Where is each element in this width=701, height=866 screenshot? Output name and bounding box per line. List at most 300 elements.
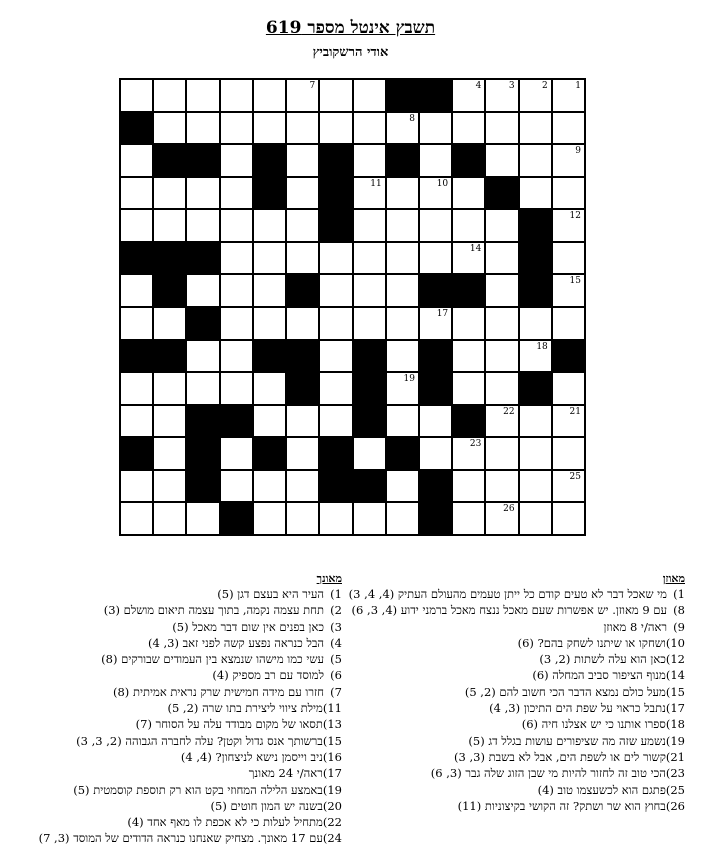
white-cell[interactable] <box>153 79 186 112</box>
black-cell <box>452 274 485 307</box>
white-cell[interactable] <box>452 177 485 210</box>
clue-number: 19) <box>665 733 685 748</box>
black-cell <box>153 340 186 373</box>
white-cell[interactable] <box>386 470 419 503</box>
white-cell[interactable] <box>153 502 186 535</box>
clue-item <box>10 830 342 846</box>
black-cell <box>386 79 419 112</box>
black-cell <box>153 274 186 307</box>
white-cell[interactable] <box>120 405 153 438</box>
white-cell[interactable] <box>153 209 186 242</box>
white-cell[interactable] <box>419 209 452 242</box>
white-cell[interactable] <box>419 112 452 145</box>
white-cell[interactable] <box>419 144 452 177</box>
clue-text: כאן הוא עלה לשתות (2, 3) <box>539 652 666 667</box>
clue-item <box>10 798 342 814</box>
white-cell[interactable] <box>286 470 319 503</box>
clue-text: עם 17 מאונך. מצחיק שאנחנו כנראה הדודים של המוסד (3, 7) <box>38 831 323 846</box>
white-cell[interactable] <box>286 112 319 145</box>
clue-number: 4) <box>330 635 342 650</box>
black-cell <box>319 209 352 242</box>
white-cell[interactable] <box>386 502 419 535</box>
clue-number: 1) <box>330 587 342 601</box>
clue-text: קשור לים או לשפת הים, אבל לא בשבת (3, 3) <box>453 749 666 764</box>
clue-item <box>350 635 685 651</box>
white-cell[interactable] <box>153 470 186 503</box>
clue-item <box>350 749 685 765</box>
black-cell <box>353 470 386 503</box>
black-cell <box>186 307 219 340</box>
clue-number: 7) <box>330 684 342 699</box>
white-cell[interactable] <box>552 405 585 438</box>
white-cell[interactable] <box>552 502 585 535</box>
cell-number: 22 <box>503 406 515 417</box>
cell-number: 26 <box>503 504 515 515</box>
cell-number: 17 <box>436 309 449 319</box>
clue-text: מנוף הציפור סביב המחלה (6) <box>532 668 666 683</box>
white-cell[interactable] <box>485 502 518 535</box>
clue-number: 26) <box>665 798 685 813</box>
white-cell[interactable] <box>353 242 386 275</box>
white-cell[interactable] <box>452 79 485 112</box>
white-cell[interactable] <box>452 470 485 503</box>
white-cell[interactable] <box>220 372 253 405</box>
white-cell[interactable] <box>519 405 552 438</box>
clue-text: פתגם הוא לכשעצמו טוב (4) <box>537 782 666 797</box>
white-cell[interactable] <box>552 242 585 275</box>
white-cell[interactable] <box>419 242 452 275</box>
black-cell <box>286 372 319 405</box>
black-cell <box>253 144 286 177</box>
black-cell <box>419 470 452 503</box>
white-cell[interactable] <box>452 307 485 340</box>
clue-item <box>10 684 342 700</box>
cell-number: 19 <box>403 374 415 385</box>
white-cell[interactable] <box>120 372 153 405</box>
black-cell <box>319 177 352 210</box>
white-cell[interactable] <box>552 177 585 210</box>
white-cell[interactable] <box>120 209 153 242</box>
white-cell[interactable] <box>353 209 386 242</box>
white-cell[interactable] <box>220 79 253 112</box>
black-cell <box>186 437 219 470</box>
black-cell <box>452 144 485 177</box>
white-cell[interactable] <box>253 242 286 275</box>
clue-text: נשמע שזה מה שציפורים עושות בגלל דג (5) <box>468 733 666 748</box>
white-cell[interactable] <box>452 209 485 242</box>
white-cell[interactable] <box>485 274 518 307</box>
black-cell <box>186 144 219 177</box>
white-cell[interactable] <box>220 242 253 275</box>
white-cell[interactable] <box>386 274 419 307</box>
clue-number: 15) <box>322 733 342 748</box>
clue-item <box>350 651 685 667</box>
white-cell[interactable] <box>386 307 419 340</box>
white-cell[interactable] <box>153 405 186 438</box>
white-cell[interactable] <box>253 307 286 340</box>
white-cell[interactable] <box>319 502 352 535</box>
white-cell[interactable] <box>220 437 253 470</box>
black-cell <box>519 372 552 405</box>
white-cell[interactable] <box>319 372 352 405</box>
crossword-grid <box>119 78 586 536</box>
cell-number: 25 <box>569 471 581 482</box>
white-cell[interactable] <box>386 340 419 373</box>
clue-text: מתחיל לעלות כי לא אכפת לו מאף אחד (4) <box>127 815 323 830</box>
white-cell[interactable] <box>552 470 585 503</box>
white-cell[interactable] <box>153 372 186 405</box>
white-cell[interactable] <box>286 177 319 210</box>
white-cell[interactable] <box>353 144 386 177</box>
black-cell <box>319 144 352 177</box>
clue-item <box>10 782 342 798</box>
white-cell[interactable] <box>452 242 485 275</box>
black-cell <box>253 340 286 373</box>
white-cell[interactable] <box>319 405 352 438</box>
clue-item <box>10 651 342 667</box>
white-cell[interactable] <box>253 112 286 145</box>
black-cell <box>419 502 452 535</box>
black-cell <box>153 242 186 275</box>
white-cell[interactable] <box>286 144 319 177</box>
clue-text: כאן בפנים אין שום דבר מאכל (5) <box>172 619 324 634</box>
white-cell[interactable] <box>519 79 552 112</box>
white-cell[interactable] <box>452 112 485 145</box>
white-cell[interactable] <box>220 274 253 307</box>
white-cell[interactable] <box>552 209 585 242</box>
clue-number: 1) <box>673 587 685 601</box>
cell-number: 6 <box>409 81 415 91</box>
white-cell[interactable] <box>286 437 319 470</box>
white-cell[interactable] <box>386 405 419 438</box>
cell-number: 21 <box>569 406 581 417</box>
cell-number: 20 <box>303 374 316 385</box>
black-cell <box>519 274 552 307</box>
white-cell[interactable] <box>186 274 219 307</box>
clue-item <box>10 733 342 749</box>
black-cell <box>153 144 186 177</box>
white-cell[interactable] <box>485 79 518 112</box>
cell-number: 11 <box>370 178 382 189</box>
white-cell[interactable] <box>120 79 153 112</box>
cell-number: 5 <box>442 81 449 91</box>
clue-item <box>10 765 342 781</box>
white-cell[interactable] <box>253 79 286 112</box>
clue-item <box>350 700 685 716</box>
clue-item <box>350 782 685 798</box>
white-cell[interactable] <box>353 502 386 535</box>
white-cell[interactable] <box>186 372 219 405</box>
white-cell[interactable] <box>519 307 552 340</box>
clue-item <box>10 700 342 716</box>
cell-number: 10 <box>436 178 449 189</box>
clue-number: 9) <box>673 619 685 634</box>
clue-number: 12) <box>665 652 685 667</box>
clue-item <box>350 602 685 618</box>
white-cell[interactable] <box>220 144 253 177</box>
white-cell[interactable] <box>353 274 386 307</box>
white-cell[interactable] <box>353 307 386 340</box>
white-cell[interactable] <box>353 437 386 470</box>
across-clues <box>350 572 685 814</box>
white-cell[interactable] <box>319 79 352 112</box>
clue-item <box>10 814 342 830</box>
white-cell[interactable] <box>519 340 552 373</box>
clue-number: 15) <box>665 684 685 699</box>
white-cell[interactable] <box>419 177 452 210</box>
white-cell[interactable] <box>286 502 319 535</box>
white-cell[interactable] <box>220 307 253 340</box>
white-cell[interactable] <box>386 112 419 145</box>
puzzle-author: אודי הרשקוביץ <box>312 45 389 60</box>
clue-text: למוסד עם רב מספיק (4) <box>212 668 324 683</box>
clue-item <box>350 586 685 602</box>
clue-number: 23) <box>665 766 685 781</box>
white-cell[interactable] <box>485 470 518 503</box>
white-cell[interactable] <box>120 502 153 535</box>
black-cell <box>419 274 452 307</box>
white-cell[interactable] <box>253 405 286 438</box>
cell-number: 12 <box>569 211 581 222</box>
white-cell[interactable] <box>319 242 352 275</box>
white-cell[interactable] <box>485 242 518 275</box>
black-cell <box>286 340 319 373</box>
cell-number: 18 <box>536 341 548 352</box>
white-cell[interactable] <box>319 307 352 340</box>
puzzle-title: תשבץ אינטל מספר 619 <box>265 18 436 38</box>
white-cell[interactable] <box>519 177 552 210</box>
clue-item <box>10 716 342 732</box>
clue-number: 14) <box>665 668 685 683</box>
clue-number: 17) <box>665 701 685 716</box>
white-cell[interactable] <box>120 144 153 177</box>
white-cell[interactable] <box>552 372 585 405</box>
black-cell <box>519 209 552 242</box>
white-cell[interactable] <box>120 470 153 503</box>
clue-text: ראה/י 8 מאוזן <box>603 619 667 634</box>
clue-item <box>10 602 342 618</box>
white-cell[interactable] <box>253 274 286 307</box>
white-cell[interactable] <box>319 274 352 307</box>
white-cell[interactable] <box>485 372 518 405</box>
white-cell[interactable] <box>186 340 219 373</box>
white-cell[interactable] <box>452 372 485 405</box>
cell-number: 15 <box>569 276 581 287</box>
cell-number: 23 <box>469 439 482 450</box>
white-cell[interactable] <box>186 502 219 535</box>
white-cell[interactable] <box>353 112 386 145</box>
white-cell[interactable] <box>220 209 253 242</box>
white-cell[interactable] <box>485 209 518 242</box>
white-cell[interactable] <box>485 437 518 470</box>
cell-number: 16 <box>469 276 482 287</box>
white-cell[interactable] <box>552 274 585 307</box>
white-cell[interactable] <box>286 307 319 340</box>
white-cell[interactable] <box>220 112 253 145</box>
clue-number: 2) <box>330 603 342 618</box>
white-cell[interactable] <box>253 470 286 503</box>
white-cell[interactable] <box>186 209 219 242</box>
white-cell[interactable] <box>153 112 186 145</box>
white-cell[interactable] <box>419 307 452 340</box>
black-cell <box>186 405 219 438</box>
clue-number: 25) <box>665 782 685 797</box>
clue-number: 13) <box>322 717 342 732</box>
clue-number: 16) <box>322 749 342 764</box>
white-cell[interactable] <box>153 437 186 470</box>
cell-number: 8 <box>409 113 415 124</box>
white-cell[interactable] <box>286 242 319 275</box>
cell-number: 14 <box>469 243 482 254</box>
clue-text: נתבל כראוי על שפת הים התיכון (3, 4) <box>489 701 666 716</box>
white-cell[interactable] <box>552 79 585 112</box>
white-cell[interactable] <box>485 112 518 145</box>
white-cell[interactable] <box>286 209 319 242</box>
white-cell[interactable] <box>452 340 485 373</box>
cell-number: 1 <box>575 81 581 91</box>
white-cell[interactable] <box>319 112 352 145</box>
white-cell[interactable] <box>186 79 219 112</box>
clue-text: ברשותך אנס גדול וקטן? עלה לחברה הגבוהה (2, 3, 3) <box>76 733 323 748</box>
clue-text: עם 9 מאוזן. יש אפשרות שעם מאכל ננצח מאכל ברמני ידוע (4, 3, 6) <box>351 603 667 618</box>
black-cell <box>353 405 386 438</box>
white-cell[interactable] <box>552 307 585 340</box>
clue-item <box>350 667 685 683</box>
clue-text: ניב וייסמן נישא לניצחון? (4, 4) <box>180 749 323 764</box>
white-cell[interactable] <box>485 144 518 177</box>
white-cell[interactable] <box>120 274 153 307</box>
cell-number: 9 <box>575 146 581 157</box>
clue-number: 10) <box>665 635 685 650</box>
black-cell <box>419 372 452 405</box>
black-cell <box>220 502 253 535</box>
clue-number: 5) <box>330 652 342 667</box>
white-cell[interactable] <box>386 177 419 210</box>
white-cell[interactable] <box>552 144 585 177</box>
clue-number: 20) <box>322 798 342 813</box>
white-cell[interactable] <box>519 502 552 535</box>
white-cell[interactable] <box>186 177 219 210</box>
white-cell[interactable] <box>220 177 253 210</box>
white-cell[interactable] <box>485 340 518 373</box>
down-heading: מאונך <box>316 572 342 585</box>
clue-text: העיר היא בעצם דגן (5) <box>217 587 324 601</box>
clue-number: 3) <box>330 619 342 634</box>
cell-number: 2 <box>542 81 548 91</box>
white-cell[interactable] <box>253 372 286 405</box>
white-cell[interactable] <box>552 112 585 145</box>
black-cell <box>319 437 352 470</box>
clue-item <box>10 667 342 683</box>
clue-item <box>350 798 685 814</box>
cell-number: 3 <box>508 81 515 91</box>
clue-text: בשנה יש המון חוטים (5) <box>210 798 323 813</box>
white-cell[interactable] <box>419 405 452 438</box>
white-cell[interactable] <box>153 307 186 340</box>
clue-text: בחוץ הוא שר ושתק? זה הקושי בקיצוניות (11) <box>457 798 666 813</box>
clue-number: 24) <box>322 831 342 846</box>
black-cell <box>552 340 585 373</box>
white-cell[interactable] <box>452 502 485 535</box>
black-cell <box>220 405 253 438</box>
black-cell <box>120 437 153 470</box>
black-cell <box>353 340 386 373</box>
white-cell[interactable] <box>552 437 585 470</box>
clue-number: 18) <box>665 717 685 732</box>
clue-number: 11) <box>322 701 342 716</box>
clue-item <box>350 765 685 781</box>
black-cell <box>519 242 552 275</box>
black-cell <box>253 177 286 210</box>
across-heading: מאוזן <box>662 572 685 585</box>
clue-text: הבל כנראה נפצע קשה לפני זאב (3, 4) <box>148 635 324 650</box>
black-cell <box>485 177 518 210</box>
black-cell <box>319 470 352 503</box>
clue-text: ראה/י 24 מאונך <box>248 766 323 781</box>
black-cell <box>419 79 452 112</box>
white-cell[interactable] <box>519 470 552 503</box>
white-cell[interactable] <box>519 144 552 177</box>
black-cell <box>452 405 485 438</box>
clue-text: חזרו עם מידה חמישית שרק נראית אמיתית (8) <box>112 684 324 699</box>
white-cell[interactable] <box>519 437 552 470</box>
white-cell[interactable] <box>485 307 518 340</box>
white-cell[interactable] <box>386 372 419 405</box>
clue-item <box>10 586 342 602</box>
white-cell[interactable] <box>286 79 319 112</box>
across-clue-list <box>350 586 685 814</box>
white-cell[interactable] <box>220 470 253 503</box>
black-cell <box>253 437 286 470</box>
white-cell[interactable] <box>319 340 352 373</box>
white-cell[interactable] <box>485 405 518 438</box>
clue-number: 6) <box>330 668 342 683</box>
white-cell[interactable] <box>120 177 153 210</box>
white-cell[interactable] <box>153 177 186 210</box>
clue-item <box>10 635 342 651</box>
white-cell[interactable] <box>353 177 386 210</box>
clue-number: 8) <box>673 603 685 618</box>
clue-text: תסאו של מקום מבודד עלה על הסוחר (7) <box>135 717 323 732</box>
down-clues <box>10 572 342 847</box>
white-cell[interactable] <box>353 79 386 112</box>
clue-number: 17) <box>322 766 342 781</box>
black-cell <box>120 242 153 275</box>
clue-item <box>350 619 685 635</box>
white-cell[interactable] <box>519 112 552 145</box>
clue-number: 22) <box>322 815 342 830</box>
white-cell[interactable] <box>386 242 419 275</box>
clue-number: 19) <box>322 782 342 797</box>
white-cell[interactable] <box>419 437 452 470</box>
cell-number: 24 <box>337 439 349 450</box>
down-clue-list <box>10 586 342 847</box>
white-cell[interactable] <box>220 340 253 373</box>
black-cell <box>120 112 153 145</box>
white-cell[interactable] <box>186 112 219 145</box>
white-cell[interactable] <box>452 437 485 470</box>
white-cell[interactable] <box>253 209 286 242</box>
clue-item <box>10 749 342 765</box>
cell-number: 4 <box>475 81 482 91</box>
white-cell[interactable] <box>120 307 153 340</box>
clue-number: 21) <box>665 749 685 764</box>
white-cell[interactable] <box>253 502 286 535</box>
white-cell[interactable] <box>386 209 419 242</box>
black-cell <box>120 340 153 373</box>
white-cell[interactable] <box>286 405 319 438</box>
clue-item <box>350 733 685 749</box>
